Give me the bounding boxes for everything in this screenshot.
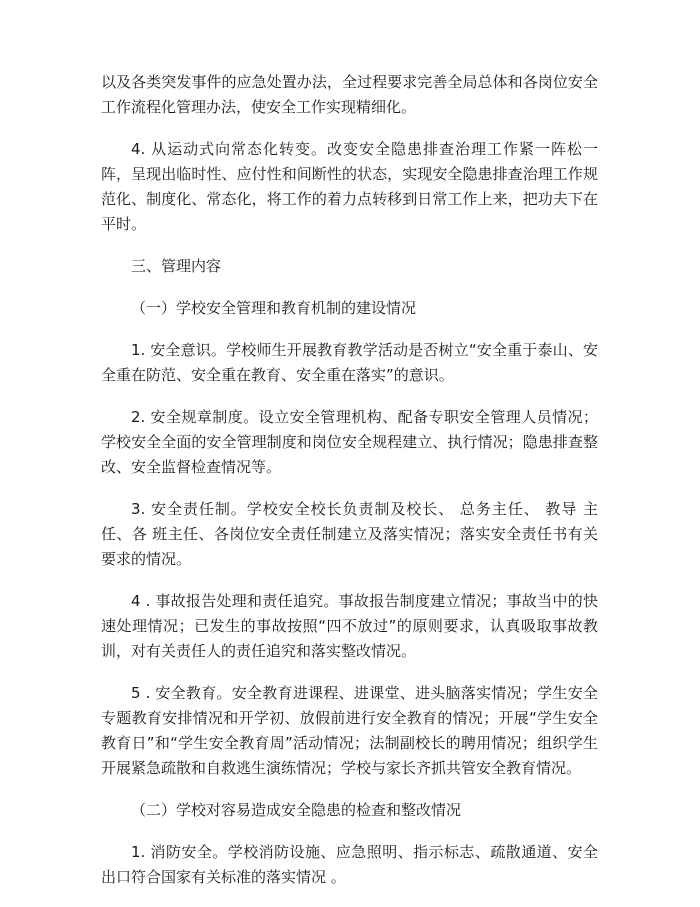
subsection-heading-1: （一）学校安全管理和教育机制的建设情况 (131, 299, 417, 317)
paragraph-item-3-responsibility: 3. 安全责任制。学校安全校长负责制及校长、 总务主任、 教导 主任、各 班主任、各岗位安全责任制建立及落实情况；落实安全责任书有关要求的情况。 (101, 500, 598, 568)
paragraph-item-2-safety-rules: 2. 安全规章制度。设立安全管理机构、配备专职安全管理人员情况；学校安全全面的安全管理制度和岗位安全规程建立、执行情况；隐患排查整改、安全监督检查情况等。 (101, 408, 598, 476)
subsection-heading-2: （二）学校对容易造成安全隐患的检查和整改情况 (131, 801, 462, 819)
paragraph-continuation: 以及各类突发事件的应急处置办法，全过程要求完善全局总体和各岗位安全工作流程化管理办法，使安全工作实现精细化。 (101, 73, 598, 116)
paragraph-item-4-accident-report: 4 . 事故报告处理和责任追究。事故报告制度建立情况；事故当中的快速处理情况；已发生的事故按照“四不放过”的原则要求，认真吸取事故教训，对有关责任人的责任追究和落实整改情况。 (101, 592, 598, 660)
paragraph-item-4-routine: 4. 从运动式向常态化转变。改变安全隐患排查治理工作紧一阵松一阵，呈现出临时性、应付性和间断性的状态，实现安全隐患排查治理工作规范化、制度化、常态化，将工作的着力点转移到日常工作上来，把功夫下在平时。 (101, 140, 598, 233)
paragraph-item-1-fire-safety: 1. 消防安全。学校消防设施、应急照明、指示标志、疏散通道、安全出口符合国家有关标准的落实情况 。 (101, 843, 598, 886)
section-heading-management-content: 三、管理内容 (131, 257, 222, 275)
document-body (101, 70, 598, 907)
paragraph-item-1-safety-awareness: 1. 安全意识。学校师生开展教育教学活动是否树立“安全重于泰山、安全重在防范、安全重在教育、安全重在落实”的意识。 (101, 341, 598, 384)
paragraph-item-5-safety-education: 5 . 安全教育。安全教育进课程、进课堂、进头脑落实情况；学生安全专题教育安排情况和开学初、放假前进行安全教育的情况；开展“学生安全教育日”和“学生安全教育周”活动情况；法制副校长的聘用情况；组织学生开展紧急疏散和自救逃生演练情况；学校与家长齐抓共管安全教育情况。 (101, 684, 598, 777)
